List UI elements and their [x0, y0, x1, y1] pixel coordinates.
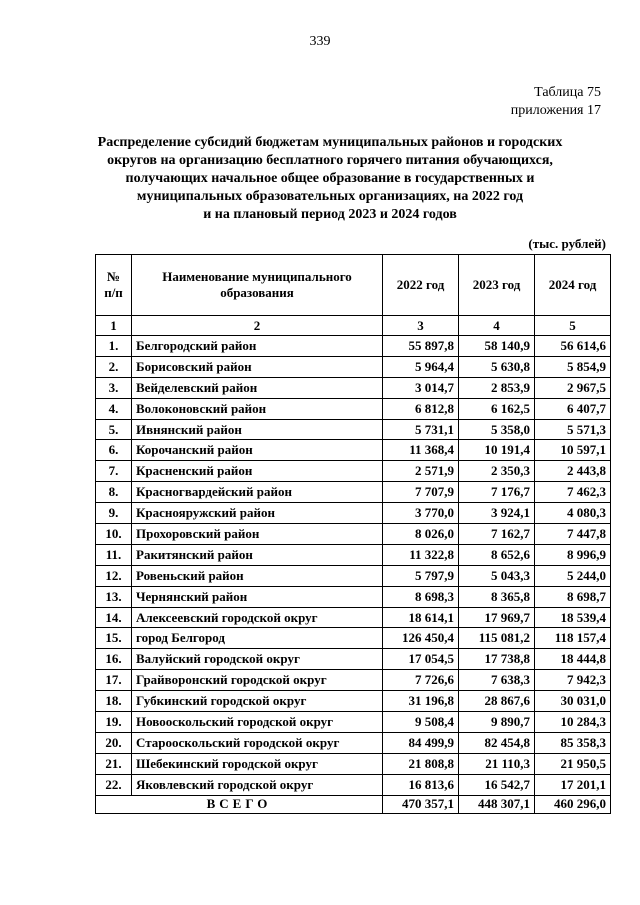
municipality-name: Чернянский район [132, 586, 383, 607]
row-number: 5. [96, 419, 132, 440]
row-number: 21. [96, 753, 132, 774]
table-row [96, 336, 611, 357]
municipality-name: Губкинский городской округ [132, 691, 383, 712]
value-2023: 28 867,6 [459, 691, 535, 712]
value-2022: 55 897,8 [383, 336, 459, 357]
value-2023: 10 191,4 [459, 440, 535, 461]
value-2023: 7 638,3 [459, 670, 535, 691]
municipality-name: Краснояружский район [132, 503, 383, 524]
value-2024: 5 244,0 [535, 565, 611, 586]
table-row [96, 670, 611, 691]
value-2022: 7 726,6 [383, 670, 459, 691]
value-2022: 3 770,0 [383, 503, 459, 524]
value-2024: 10 284,3 [535, 712, 611, 733]
value-2023: 3 924,1 [459, 503, 535, 524]
total-v2024: 460 296,0 [535, 795, 611, 813]
value-2022: 17 054,5 [383, 649, 459, 670]
table-row [96, 544, 611, 565]
value-2024: 18 539,4 [535, 607, 611, 628]
table-row [96, 774, 611, 795]
value-2023: 5 358,0 [459, 419, 535, 440]
value-2024: 18 444,8 [535, 649, 611, 670]
table-row [96, 377, 611, 398]
municipality-name: Ровеньский район [132, 565, 383, 586]
row-number: 9. [96, 503, 132, 524]
header-text: Наименование муниципального [162, 269, 352, 284]
header-text: № [106, 269, 121, 284]
table-row [96, 649, 611, 670]
row-number: 15. [96, 628, 132, 649]
row-number: 7. [96, 461, 132, 482]
municipality-name: Яковлевский городской округ [132, 774, 383, 795]
table-row [96, 524, 611, 545]
header-text: образования [220, 285, 294, 300]
value-2023: 5 630,8 [459, 356, 535, 377]
table-row [96, 440, 611, 461]
table-row [96, 732, 611, 753]
value-2024: 4 080,3 [535, 503, 611, 524]
value-2024: 21 950,5 [535, 753, 611, 774]
value-2022: 3 014,7 [383, 377, 459, 398]
column-number-row [96, 316, 611, 336]
municipality-name: Грайворонский городской округ [132, 670, 383, 691]
title-line: и на плановый период 2023 и 2024 годов [203, 207, 457, 222]
value-2022: 5 797,9 [383, 565, 459, 586]
value-2023: 58 140,9 [459, 336, 535, 357]
row-number: 2. [96, 356, 132, 377]
column-number: 1 [96, 316, 132, 336]
total-label: ВСЕГО [96, 795, 383, 813]
row-number: 12. [96, 565, 132, 586]
row-number: 13. [96, 586, 132, 607]
municipality-name: Корочанский район [132, 440, 383, 461]
municipality-name: Алексеевский городской округ [132, 607, 383, 628]
value-2022: 2 571,9 [383, 461, 459, 482]
value-2024: 6 407,7 [535, 398, 611, 419]
value-2024: 2 443,8 [535, 461, 611, 482]
header-text: п/п [104, 285, 123, 300]
table-row [96, 503, 611, 524]
value-2022: 5 731,1 [383, 419, 459, 440]
municipality-name: Валуйский городской округ [132, 649, 383, 670]
title-line: получающих начальное общее образование в государственных и [125, 171, 535, 186]
value-2024: 17 201,1 [535, 774, 611, 795]
row-number: 4. [96, 398, 132, 419]
row-number: 8. [96, 482, 132, 503]
header-num [96, 255, 132, 316]
value-2022: 5 964,4 [383, 356, 459, 377]
value-2023: 2 350,3 [459, 461, 535, 482]
value-2024: 118 157,4 [535, 628, 611, 649]
value-2024: 10 597,1 [535, 440, 611, 461]
title-line: муниципальных образовательных организациях, на 2022 год [136, 189, 524, 204]
value-2024: 5 571,3 [535, 419, 611, 440]
table-reference [511, 84, 601, 120]
header-row [96, 255, 611, 316]
value-2023: 16 542,7 [459, 774, 535, 795]
municipality-name: Старооскольский городской округ [132, 732, 383, 753]
value-2023: 8 365,8 [459, 586, 535, 607]
value-2024: 8 996,9 [535, 544, 611, 565]
municipality-name: Борисовский район [132, 356, 383, 377]
row-number: 3. [96, 377, 132, 398]
column-number: 2 [132, 316, 383, 336]
units-label: (тыс. рублей) [528, 236, 606, 251]
table-ref-line: приложения 17 [510, 103, 601, 118]
header-2022: 2022 год [383, 255, 459, 316]
value-2023: 82 454,8 [459, 732, 535, 753]
row-number: 16. [96, 649, 132, 670]
table-row [96, 753, 611, 774]
total-v2022: 470 357,1 [383, 795, 459, 813]
value-2022: 126 450,4 [383, 628, 459, 649]
document-title [70, 134, 590, 224]
table-row [96, 398, 611, 419]
row-number: 10. [96, 524, 132, 545]
value-2023: 7 176,7 [459, 482, 535, 503]
value-2022: 11 368,4 [383, 440, 459, 461]
municipality-name: Новооскольский городской округ [132, 712, 383, 733]
column-number: 3 [383, 316, 459, 336]
municipality-name: Красногвардейский район [132, 482, 383, 503]
row-number: 18. [96, 691, 132, 712]
page-number: 339 [309, 34, 331, 49]
municipality-name: Шебекинский городской округ [132, 753, 383, 774]
value-2024: 85 358,3 [535, 732, 611, 753]
value-2024: 7 942,3 [535, 670, 611, 691]
row-number: 22. [96, 774, 132, 795]
value-2022: 7 707,9 [383, 482, 459, 503]
municipality-name: Вейделевский район [132, 377, 383, 398]
header-2023: 2023 год [459, 255, 535, 316]
row-number: 11. [96, 544, 132, 565]
value-2022: 11 322,8 [383, 544, 459, 565]
value-2022: 6 812,8 [383, 398, 459, 419]
value-2023: 17 969,7 [459, 607, 535, 628]
table-row [96, 356, 611, 377]
municipality-name: Волоконовский район [132, 398, 383, 419]
row-number: 1. [96, 336, 132, 357]
value-2022: 18 614,1 [383, 607, 459, 628]
municipality-name: Белгородский район [132, 336, 383, 357]
total-row [96, 795, 611, 813]
table-row [96, 691, 611, 712]
value-2023: 6 162,5 [459, 398, 535, 419]
row-number: 20. [96, 732, 132, 753]
table-row [96, 419, 611, 440]
value-2023: 115 081,2 [459, 628, 535, 649]
value-2023: 5 043,3 [459, 565, 535, 586]
table-row [96, 565, 611, 586]
value-2023: 17 738,8 [459, 649, 535, 670]
value-2022: 8 698,3 [383, 586, 459, 607]
value-2024: 7 462,3 [535, 482, 611, 503]
value-2024: 8 698,7 [535, 586, 611, 607]
subsidy-table [95, 254, 611, 814]
value-2024: 30 031,0 [535, 691, 611, 712]
header-name [132, 255, 383, 316]
value-2022: 9 508,4 [383, 712, 459, 733]
municipality-name: Прохоровский район [132, 524, 383, 545]
table-row [96, 586, 611, 607]
value-2022: 16 813,6 [383, 774, 459, 795]
row-number: 14. [96, 607, 132, 628]
municipality-name: Ракитянский район [132, 544, 383, 565]
value-2022: 31 196,8 [383, 691, 459, 712]
municipality-name: город Белгород [132, 628, 383, 649]
row-number: 17. [96, 670, 132, 691]
title-line: округов на организацию бесплатного горячего питания обучающихся, [107, 153, 553, 168]
value-2024: 2 967,5 [535, 377, 611, 398]
value-2023: 7 162,7 [459, 524, 535, 545]
table-ref-line: Таблица 75 [534, 85, 601, 100]
column-number: 4 [459, 316, 535, 336]
value-2022: 21 808,8 [383, 753, 459, 774]
value-2024: 5 854,9 [535, 356, 611, 377]
table-row [96, 461, 611, 482]
header-2024: 2024 год [535, 255, 611, 316]
table-row [96, 628, 611, 649]
value-2023: 21 110,3 [459, 753, 535, 774]
value-2023: 8 652,6 [459, 544, 535, 565]
value-2023: 2 853,9 [459, 377, 535, 398]
title-line: Распределение субсидий бюджетам муниципальных районов и городских [97, 135, 563, 150]
value-2024: 7 447,8 [535, 524, 611, 545]
value-2022: 8 026,0 [383, 524, 459, 545]
row-number: 19. [96, 712, 132, 733]
table-row [96, 607, 611, 628]
municipality-name: Ивнянский район [132, 419, 383, 440]
value-2022: 84 499,9 [383, 732, 459, 753]
total-v2023: 448 307,1 [459, 795, 535, 813]
row-number: 6. [96, 440, 132, 461]
column-number: 5 [535, 316, 611, 336]
value-2024: 56 614,6 [535, 336, 611, 357]
municipality-name: Красненский район [132, 461, 383, 482]
value-2023: 9 890,7 [459, 712, 535, 733]
table-row [96, 482, 611, 503]
table-row [96, 712, 611, 733]
